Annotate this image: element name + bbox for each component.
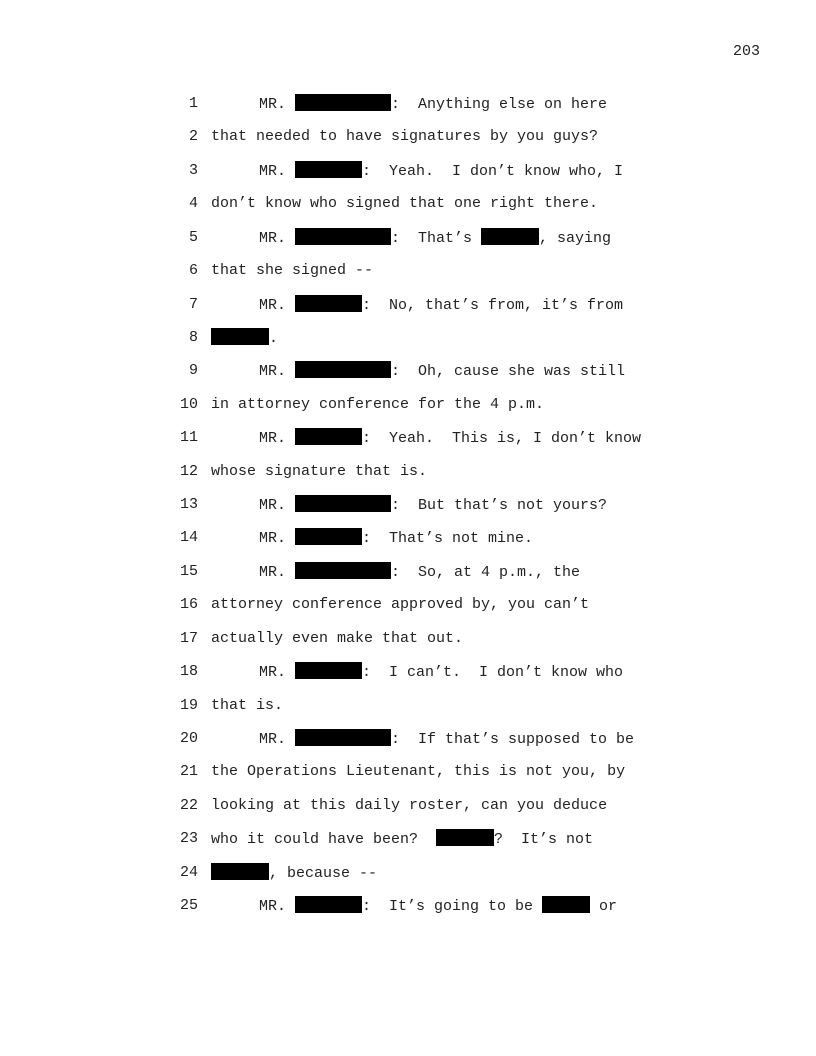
redaction-box [295,495,391,512]
line-text [259,662,623,683]
line-number: 12 [180,462,199,480]
line-text [211,863,377,884]
line-text-segment: MR. [259,664,296,682]
line-text [211,629,463,649]
line-text-segment: : That’s [391,229,482,247]
redaction-box [295,94,391,111]
line-text [211,127,598,147]
line-number: 8 [188,328,198,346]
line-number: 5 [188,228,198,246]
line-text-segment: : Anything else on here [391,96,608,113]
line-number: 9 [188,362,198,380]
redaction-box [542,896,590,913]
line-text-segment: that is. [211,696,284,714]
redaction-box [295,729,391,746]
line-number: 17 [180,629,199,647]
line-number: 24 [180,863,199,881]
line-text-segment: . [269,329,279,347]
line-text-segment: MR. [259,96,296,113]
line-text [259,228,611,249]
redaction-box [295,528,362,545]
line-text-segment: in attorney conference for the 4 p.m. [211,395,545,413]
line-number: 14 [180,529,199,547]
line-text [211,395,544,415]
line-number: 22 [180,796,199,814]
line-text-segment: attorney conference approved by, you can’t [211,596,590,614]
line-text-segment: , because -- [269,864,378,882]
redaction-box [295,361,391,378]
line-number: 4 [188,195,198,213]
line-text-segment: that she signed -- [211,262,374,280]
line-text-segment: looking at this daily roster, can you deduce [211,796,608,814]
line-text-segment: ? It’s not [494,831,594,849]
redaction-box [436,829,494,846]
line-number: 2 [188,128,198,146]
line-text-segment: MR. [259,296,296,314]
line-text [259,562,580,583]
line-text-segment: : So, at 4 p.m., the [391,563,581,581]
line-text-segment: : If that’s supposed to be [391,730,635,748]
line-text [259,295,623,316]
line-number: 13 [180,496,199,514]
line-text-segment: actually even make that out. [211,629,464,647]
line-text-segment: MR. [259,229,296,247]
line-text-segment: don’t know who signed that one right there. [211,195,599,213]
line-text-segment: MR. [259,898,296,916]
line-text [259,428,641,449]
line-text-segment: : It’s going to be [362,898,543,916]
redaction-box [295,161,362,178]
line-text-segment: MR. [259,730,296,748]
line-number: 25 [180,897,199,915]
line-text [211,194,598,214]
line-number: 10 [180,395,199,413]
line-number: 15 [180,562,199,580]
line-text [259,94,607,115]
line-number: 7 [188,295,198,313]
line-text [259,161,623,182]
line-number: 21 [180,763,199,781]
line-text-segment: MR. [259,363,296,381]
redaction-box [295,562,391,579]
line-text [259,896,617,917]
line-text-segment: MR. [259,430,296,448]
redaction-box [295,228,391,245]
line-text [259,729,634,750]
line-text-segment: : That’s not mine. [362,530,534,548]
line-number: 19 [180,696,199,714]
line-text-segment: the Operations Lieutenant, this is not you, by [211,763,626,781]
redaction-box [211,863,269,880]
line-text-segment: who it could have been? [211,831,437,849]
line-text [211,595,589,615]
line-number: 16 [180,596,199,614]
line-text-segment: MR. [259,563,296,581]
line-text-segment: MR. [259,530,296,548]
line-text-segment: MR. [259,497,296,515]
redaction-box [295,295,362,312]
line-text-segment: that needed to have signatures by you guys? [211,128,599,146]
line-text-segment: or [590,898,618,916]
line-text-segment: : Oh, cause she was still [391,363,626,381]
line-text-segment: : Yeah. I don’t know who, I [362,162,624,180]
line-text [211,328,278,349]
line-text [211,261,373,281]
line-text [211,462,427,482]
line-text [259,495,607,516]
line-text-segment: whose signature that is. [211,462,428,480]
line-number: 6 [188,262,198,280]
line-number: 1 [188,95,198,112]
redaction-box [481,228,539,245]
line-text [211,696,283,716]
line-text [211,796,607,816]
line-number: 20 [180,729,199,747]
line-number: 18 [180,663,199,681]
line-text [211,762,625,782]
redaction-box [295,428,362,445]
line-text-segment: : I can’t. I don’t know who [362,664,624,682]
line-text-segment: : But that’s not yours? [391,497,608,515]
line-text-segment: : Yeah. This is, I don’t know [362,430,642,448]
redaction-box [295,896,362,913]
line-number: 3 [188,161,198,179]
line-text-segment: : No, that’s from, it’s from [362,296,624,314]
line-text [259,528,533,549]
line-number: 23 [180,830,199,848]
line-text-segment: , saying [539,229,612,247]
redaction-box [295,662,362,679]
line-text-segment: MR. [259,162,296,180]
line-text [259,361,625,382]
page-number: 203 [733,43,761,60]
line-number: 11 [180,429,199,447]
line-text [211,829,593,850]
redaction-box [211,328,269,345]
